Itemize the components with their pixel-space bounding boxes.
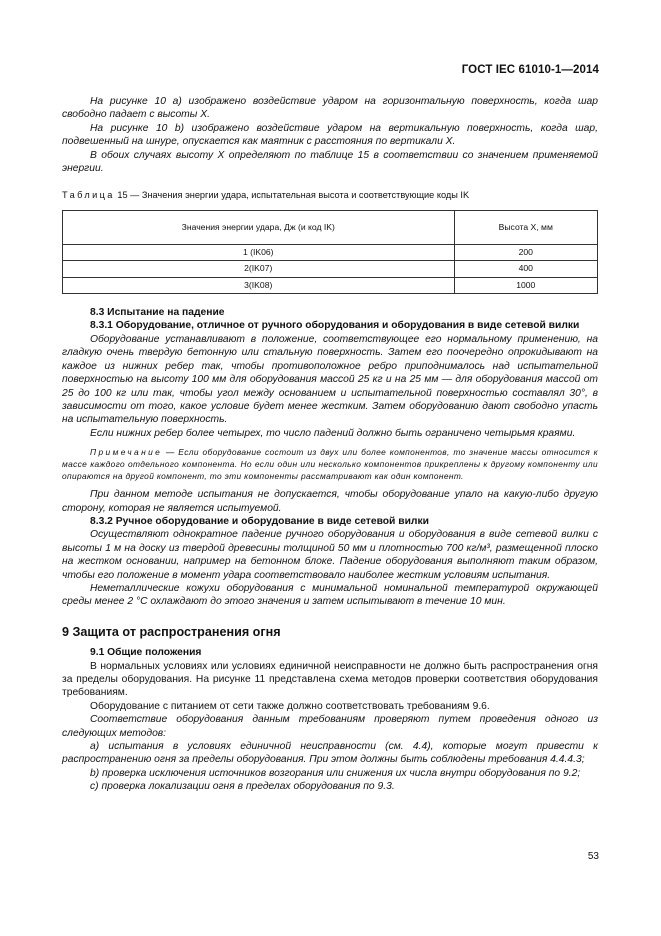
table-cell: 3(IK08) bbox=[63, 277, 455, 293]
list-item-a: a) испытания в условиях единичной неисправности (см. 4.4), которые могут привести к распространению огня за пределы оборудования. При этом должны быть соблюдены требования 4.4.4.3; bbox=[62, 741, 598, 766]
section-9-1-paragraph-1: В нормальных условиях или условиях единичной неисправности не должно быть распространения огня за пределы оборудования. На рисунке 11 представлена схема методов проверки соответствия оборудования требованиям. bbox=[62, 660, 598, 699]
table-cell: 1 (IK06) bbox=[63, 244, 455, 260]
section-8-3-2-paragraph-2: Неметаллические кожухи оборудования с минимальной номинальной температурой окружающей среды менее 2 °С охлаждают до этого значения и затем испытывают в течение 10 мин. bbox=[62, 582, 598, 608]
section-8-3-title: 8.3 Испытание на падение bbox=[90, 307, 225, 319]
table-header-row bbox=[63, 210, 598, 244]
section-8-3-2-title: 8.3.2 Ручное оборудование и оборудование в виде сетевой вилки bbox=[90, 515, 429, 527]
page-content bbox=[62, 95, 598, 794]
table-cell: 200 bbox=[454, 244, 597, 260]
table-header-height: Высота X, мм bbox=[454, 210, 597, 244]
section-9-1-paragraph-2: Оборудование с питанием от сети также должно соответствовать требованиям 9.6. bbox=[90, 700, 490, 712]
table-caption-text: 15 — Значения энергии удара, испытательная высота и соответствующие коды IK bbox=[117, 190, 470, 201]
note bbox=[62, 446, 598, 482]
intro-paragraph-2: На рисунке 10 b) изображено воздействие ударом на вертикальную поверхность, когда шар, подвешенный на шнуре, опускается как маятник с расстояния по вертикали X. bbox=[62, 122, 598, 148]
impact-energy-table bbox=[62, 210, 598, 294]
list-item-c: c) проверка локализации огня в пределах оборудования по 9.3. bbox=[90, 781, 395, 793]
section-8-3-1-paragraph-1: Оборудование устанавливают в положение, соответствующее его нормальному применению, на гладкую очень твердую бетонную или стальную поверхность. Затем его поочередно опрокидывают на каждое из нижних ребер так, чтобы противоположное ребро приподнималось над испытательной поверхностью на высоту 100 мм для оборудования массой 25 кг и на 25 мм — для оборудования массой от 25 до 100 кг или так, чтобы угол между основанием и испытательной поверхностью составлял 30°, в зависимости от того, какое условие будет менее жестким. Затем оборудованию дают свободно упасть на испытательную поверхность. bbox=[62, 333, 598, 426]
table-header-energy: Значения энергии удара, Дж (и код IK) bbox=[63, 210, 455, 244]
section-8-3-1-title: 8.3.1 Оборудование, отличное от ручного оборудования и оборудования в виде сетевой вилки bbox=[90, 320, 580, 332]
table-cell: 400 bbox=[454, 261, 597, 277]
note-label: Примечание bbox=[90, 447, 163, 458]
section-8-3-1-paragraph-3: При данном методе испытания не допускается, чтобы оборудование упало на какую-либо другую сторону, которая не является испытуемой. bbox=[62, 489, 598, 514]
section-8-3-1-paragraph-2: Если нижних ребер более четырех, то число падений должно быть ограничено четырьмя краями. bbox=[90, 427, 576, 439]
document-code: ГОСТ IEC 61010-1—2014 bbox=[461, 64, 599, 76]
table-row bbox=[63, 277, 598, 293]
page-number: 53 bbox=[587, 851, 599, 862]
intro-paragraph-3: В обоих случаях высоту X определяют по таблице 15 в соответствии со значением применяемой энергии. bbox=[62, 149, 598, 175]
table-row bbox=[63, 261, 598, 277]
table-cell: 2(IK07) bbox=[63, 261, 455, 277]
intro-paragraph-1: На рисунке 10 a) изображено воздействие ударом на горизонтальную поверхность, когда шар свободно падает с высоты X. bbox=[62, 96, 598, 121]
section-8-3-2-paragraph-1: Осуществляют однократное падение ручного оборудования и оборудования в виде сетевой вилки с высоты 1 м на доску из твердой древесины толщиной 50 мм и плотностью 700 кг/м³, размещенной плоско на жестком основании, например на бетонном блоке. Падение оборудования выполняют таким образом, чтобы его положение в момент удара соответствовало наиболее жестким условиям испытания. bbox=[62, 529, 598, 581]
section-9-1-paragraph-3: Соответствие оборудования данным требованиям проверяют путем проведения одного из следующих методов: bbox=[62, 714, 598, 739]
list-item-b: b) проверка исключения источников возгорания или снижения их числа внутри оборудования по 9.2; bbox=[90, 767, 581, 779]
table-cell: 1000 bbox=[454, 277, 597, 293]
table-row bbox=[63, 244, 598, 260]
table-caption bbox=[62, 189, 598, 202]
section-9-title: 9 Защита от распространения огня bbox=[62, 624, 281, 639]
note-text: — Если оборудование состоит из двух или более компонентов, то значение массы относится к массе каждого отдельного компонента. Но если один или несколько компонентов прикреплены к другому компоненту или опираются на другой компонент, то эти компоненты рассматривают как один компонент. bbox=[62, 447, 598, 482]
table-caption-label: Таблица bbox=[62, 190, 115, 201]
section-9-1-title: 9.1 Общие положения bbox=[90, 647, 202, 659]
